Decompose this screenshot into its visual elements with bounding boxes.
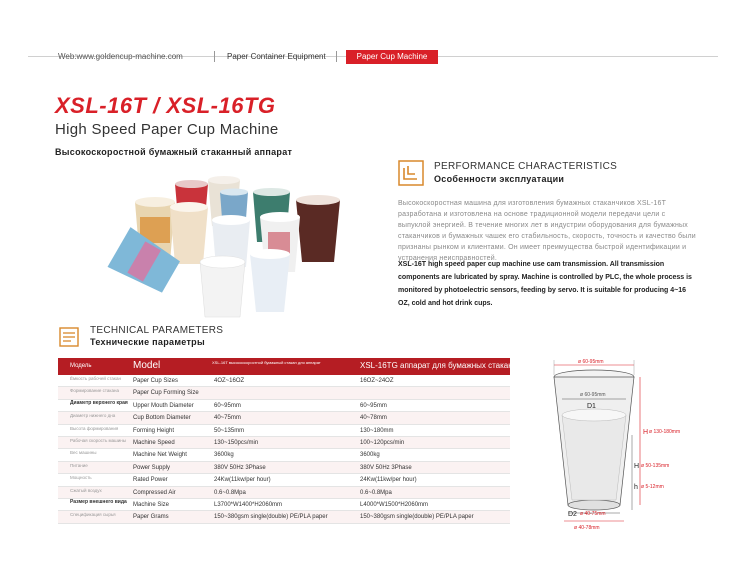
- table-row: [58, 425, 510, 437]
- param-name-ru: Формирование стакана: [70, 388, 119, 394]
- param-name-ru: Вес машины: [70, 450, 97, 456]
- param-name: Power Supply: [133, 464, 171, 471]
- website-link[interactable]: Web:www.goldencup-machine.com: [58, 52, 183, 61]
- table-row: [58, 449, 510, 461]
- paper-cups-photo: [100, 162, 360, 322]
- param-name: Forming Height: [133, 427, 175, 434]
- table-body: [58, 375, 510, 524]
- xsl16tg-value: 380V 50Hz 3Phase: [360, 464, 412, 471]
- xsl16t-value: 0.6~0.8Mpa: [214, 489, 246, 496]
- param-name-ru: Рабочая скорость машины: [70, 437, 126, 443]
- param-name-ru: Спецификация сырья: [70, 512, 116, 518]
- xsl16t-value: 150~380gsm single(double) PE/PLA paper: [214, 514, 328, 521]
- xsl16tg-value: 150~380gsm single(double) PE/PLA paper: [360, 514, 474, 521]
- table-row: [58, 511, 510, 523]
- xsl16t-value: 24Kw(11kw/per hour): [214, 477, 271, 484]
- xsl16tg-value: 24Kw(11kw/per hour): [360, 477, 417, 484]
- table-header: [58, 358, 522, 375]
- bottom-height-label: ø 5-12mm: [641, 484, 664, 490]
- xsl16tg-value: 130~180mm: [360, 427, 394, 434]
- param-name-ru: Высота формирования: [70, 425, 119, 431]
- xsl16t-value: 380V 50Hz 3Phase: [214, 464, 266, 471]
- technical-title: TECHNICAL PARAMETERS: [90, 325, 224, 336]
- d2-value-label: ø 40-75mm: [580, 511, 606, 517]
- xsl16t-value: 40~75mm: [214, 415, 241, 422]
- xsl16tg-value: 100~120pcs/min: [360, 439, 405, 446]
- param-name: Upper Mouth Diameter: [133, 402, 194, 409]
- performance-description-en: XSL-16T high speed paper cup machine use cam transmission. All transmission components are lubricated by spray. Machine is controlled by PLC, the whole process is monitored by photoelectric sensors, feeding by servo. It is suitable for producing 4~16 OZ, cold and hot drink cups.: [398, 261, 692, 307]
- table-row: [58, 412, 510, 424]
- param-name: Compressed Air: [133, 489, 176, 496]
- xsl16t-value: 60~95mm: [214, 402, 241, 409]
- param-name-ru: Размер внешнего вида: [70, 498, 127, 505]
- bottom-height-letter: h: [634, 484, 638, 491]
- param-name-ru: Диаметр нижнего дна: [70, 413, 116, 419]
- xsl16t-value: 130~150pcs/min: [214, 439, 259, 446]
- param-name-ru: Ёмкость рабочей стакан: [70, 376, 121, 381]
- param-name-ru: Диаметр верхнего края: [70, 399, 128, 406]
- cup-dimension-diagram: [540, 355, 720, 560]
- header-model: Model: [133, 360, 161, 371]
- header-divider: [336, 51, 337, 62]
- performance-subtitle: Особенности эксплуатации: [434, 174, 565, 184]
- tab-paper-cup-machine[interactable]: Paper Cup Machine: [346, 50, 438, 64]
- total-height-letter: H: [643, 429, 649, 436]
- product-name-ru: Высокоскоростной бумажный стаканный аппарат: [55, 147, 293, 157]
- d1-label: D1: [587, 403, 596, 410]
- top-diameter-label: ø 60-95mm: [578, 359, 604, 365]
- param-name-ru: Питание: [70, 462, 88, 468]
- xsl16tg-value: 60~95mm: [360, 402, 387, 409]
- header-model-ru: Модель: [70, 363, 92, 369]
- model-title: XSL-16T / XSL-16TG: [55, 93, 276, 118]
- param-name: Machine Net Weight: [133, 452, 187, 459]
- d2-label: D2: [568, 511, 577, 518]
- param-name: Paper Cup Forming Size: [133, 390, 199, 397]
- table-row: [58, 474, 510, 486]
- table-row: [58, 375, 510, 387]
- performance-icon: [398, 160, 424, 186]
- product-name-en: High Speed Paper Cup Machine: [55, 121, 279, 138]
- bottom-diameter-label: ø 40-78mm: [574, 525, 600, 531]
- header-xsl16tg: XSL-16TG аппарат для бумажных стаканов: [360, 361, 522, 370]
- parameters-table: [58, 358, 522, 524]
- document-list-icon: [58, 326, 80, 348]
- table-row: [58, 499, 510, 511]
- forming-height-label: ø 50-135mm: [641, 463, 670, 469]
- table-row: [58, 387, 510, 399]
- table-row: [58, 462, 510, 474]
- param-name: Rated Power: [133, 477, 168, 484]
- total-height-label: ø 130-180mm: [649, 429, 681, 435]
- param-name: Paper Grams: [133, 514, 169, 521]
- header-xsl16t: XSL-16T высокоскоростной бумажный стакан для аппарат: [212, 360, 321, 365]
- header-divider: [214, 51, 215, 62]
- performance-description-ru: Высокоскоростная машина для изготовления бумажных стаканчиков XSL-16T разработана и изготовлена на основе традиционной модели передачи цели с выпуклой энергией. В течение многих лет в индустрии оборудования для бумажных стаканчиков и бумажных чашек его стабильность, скорость, точность и качество были признаны рынком и клиентами. Он имеет преимущества быстрой идентификации и устранения неисправностей.: [398, 200, 696, 262]
- xsl16tg-value: L4000*W1500*H2060mm: [360, 501, 429, 508]
- xsl16tg-value: 16OZ~24OZ: [360, 378, 394, 384]
- table-row: [58, 487, 510, 499]
- inner-diameter-label: ø 60-95mm: [580, 392, 606, 398]
- xsl16t-value: L3700*W1400*H2060mm: [214, 501, 283, 508]
- param-name: Paper Cup Sizes: [133, 378, 179, 384]
- param-name-ru: Мощность: [70, 475, 92, 481]
- xsl16tg-value: 40~78mm: [360, 415, 387, 422]
- param-name-ru: Сжатый воздух: [70, 487, 102, 493]
- table-row: [58, 400, 510, 412]
- table-row: [58, 437, 510, 449]
- performance-title: PERFORMANCE CHARACTERISTICS: [434, 161, 618, 172]
- xsl16tg-value: 0.6~0.8Mpa: [360, 489, 392, 496]
- param-name: Machine Speed: [133, 439, 175, 446]
- forming-height-letter: H: [634, 463, 640, 470]
- param-name: Cup Bottom Diameter: [133, 415, 191, 422]
- xsl16t-value: 3600kg: [214, 452, 234, 459]
- technical-subtitle: Технические параметры: [90, 337, 205, 347]
- category-link[interactable]: Paper Container Equipment: [227, 52, 326, 61]
- xsl16t-value: 4OZ~16OZ: [214, 378, 245, 384]
- xsl16tg-value: 3600kg: [360, 452, 380, 459]
- param-name: Machine Size: [133, 501, 170, 508]
- xsl16t-value: 50~135mm: [214, 427, 245, 434]
